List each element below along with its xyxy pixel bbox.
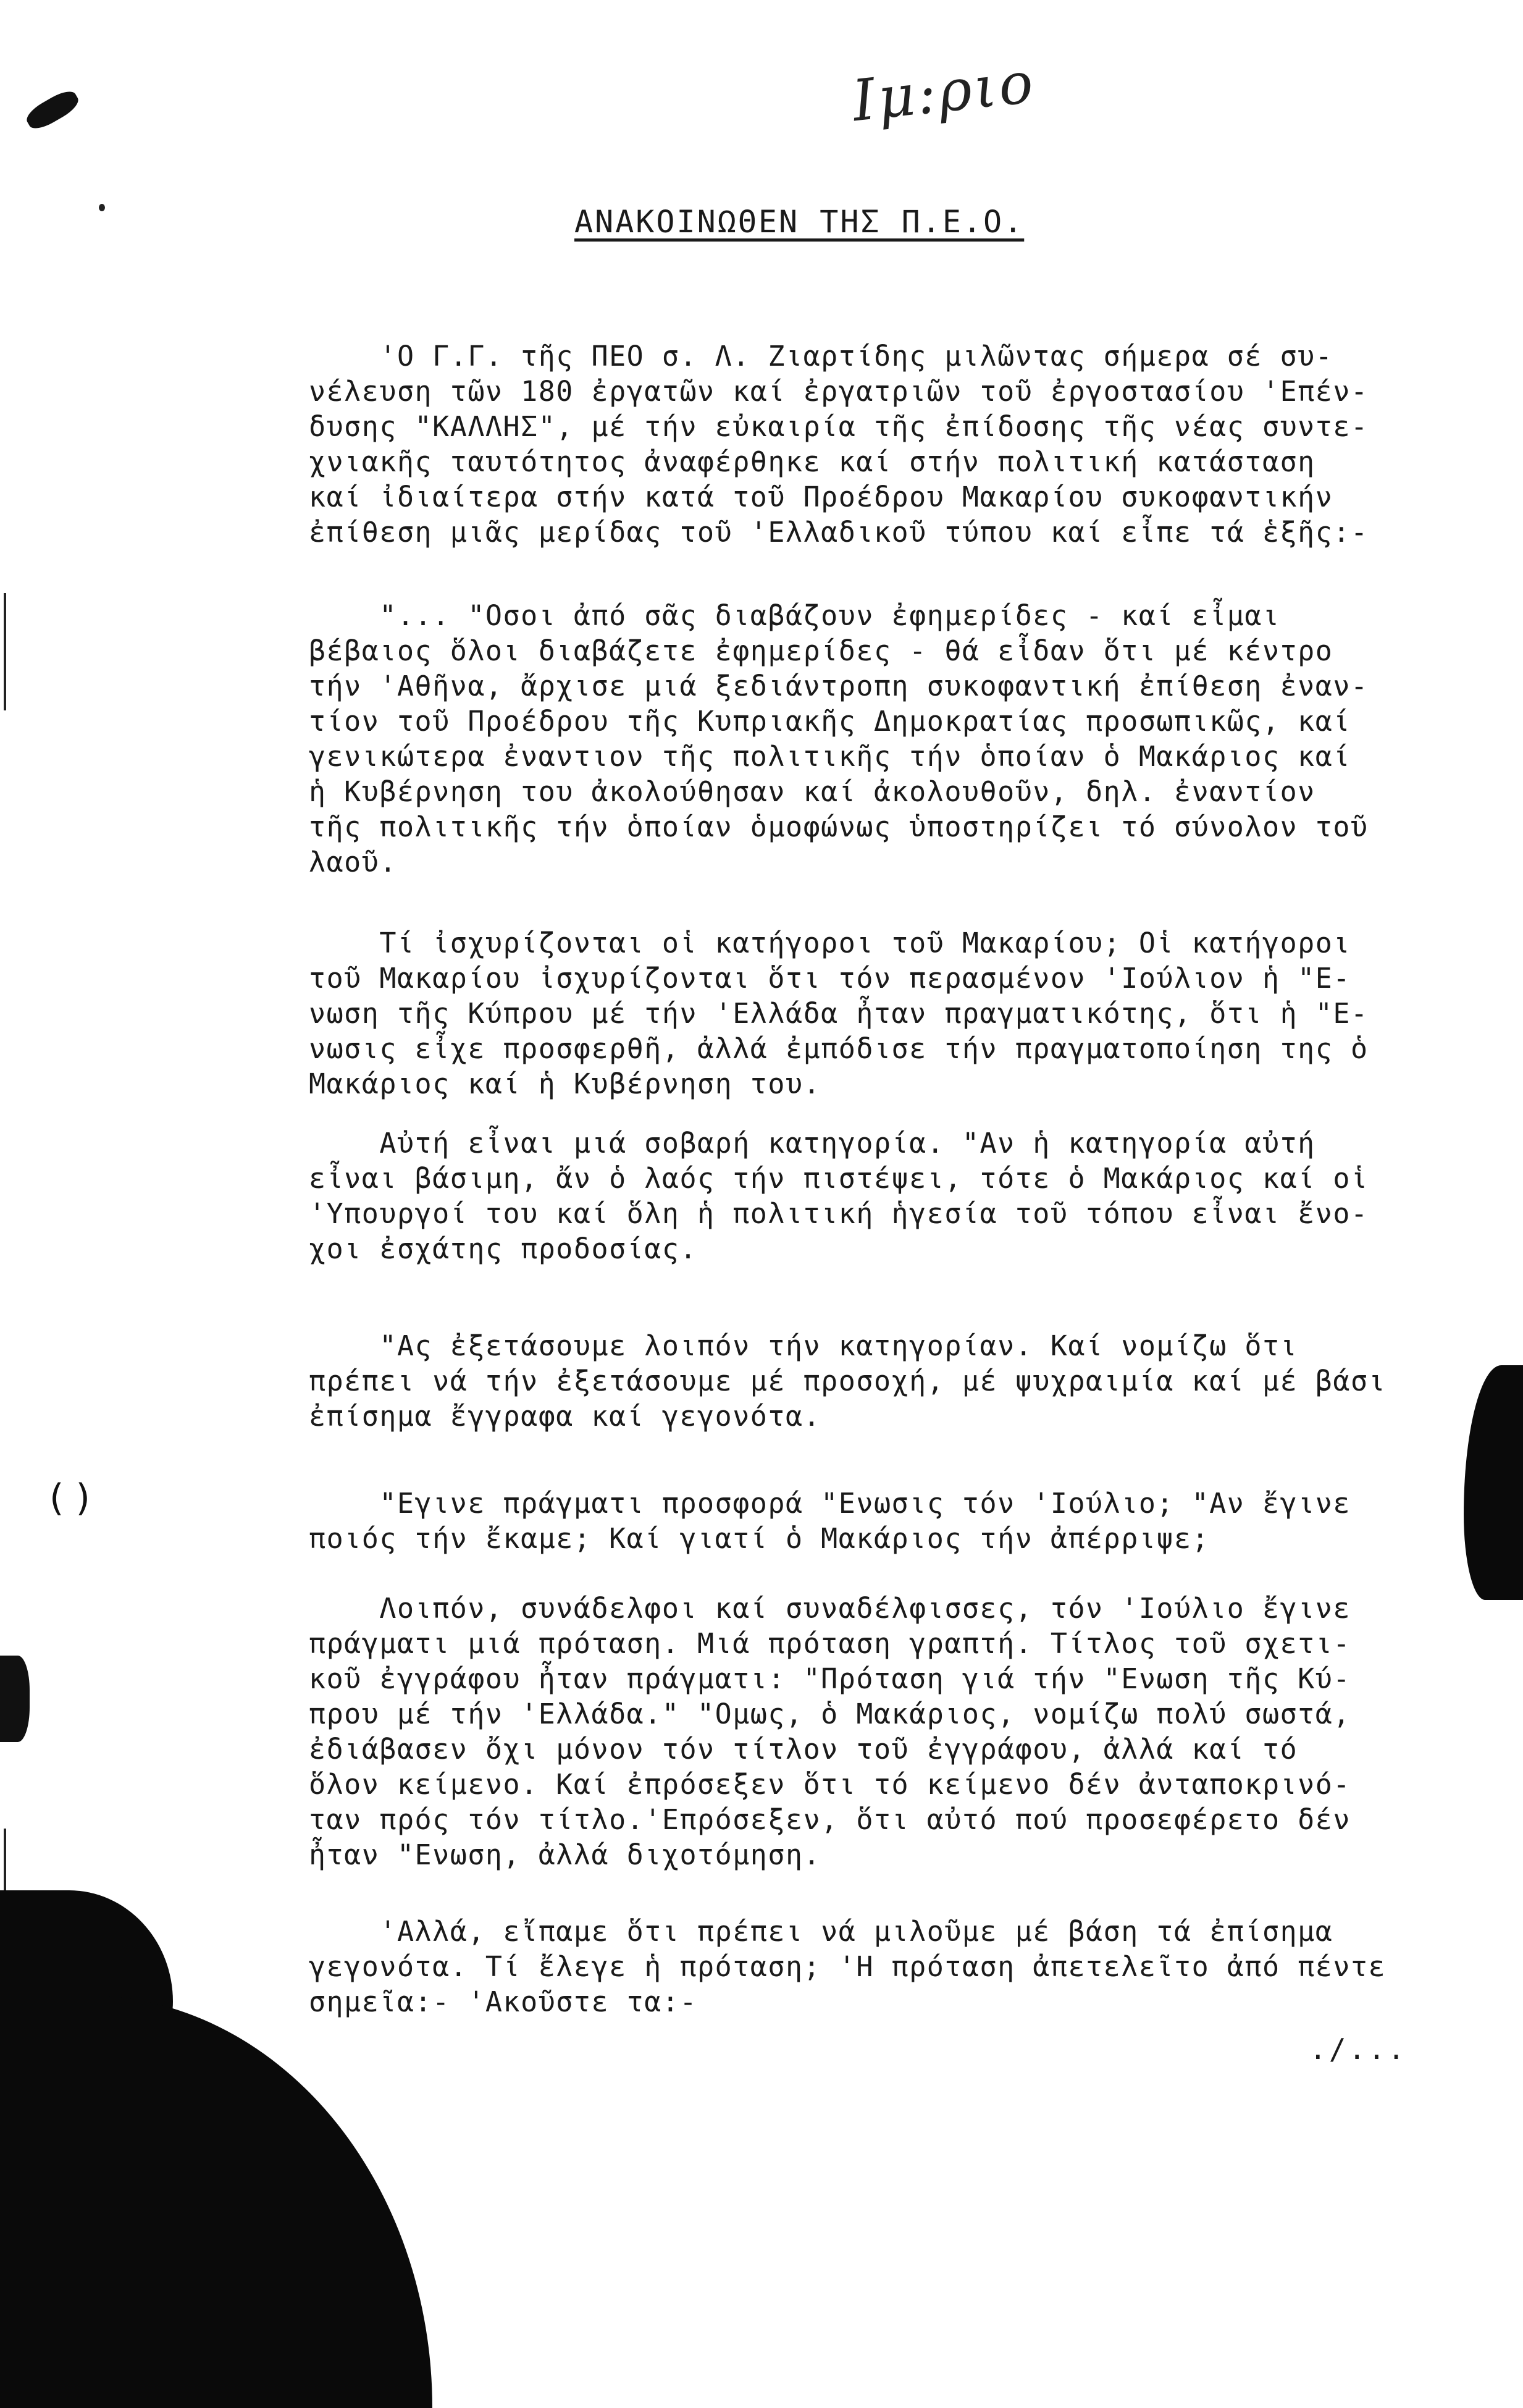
paragraph-7: Λοιπόν, συνάδελφοι καί συναδέλφισσες, τόν 'Ιούλιο ἔγινε πράγματι μιά πρόταση. Μιά πρόταση γραπτή. Τίτλος τοῦ σχετι- κοῦ ἐγγράφου ἦταν πράγματι: "Πρόταση γιά τήν "Ενωση τῆς Κύ- πρου μέ τήν 'Ελλάδα." "Ομως, ὁ Μακάριος, νομίζω πολύ σωστά, ἐδιάβασεν ὄχι μόνον τόν τίτλον τοῦ ἐγγράφου, ἀλλά καί τό ὅλον κείμενο. Καί ἐπρόσεξεν ὅτι τό κείμενο δέν ἀνταποκρινό- ταν πρός τόν τίτλο.'Επρόσεξεν, ὅτι αὐτό πού προσεφέρετο δέν ἦταν "Ενωση, ἀλλά διχοτόμηση. (309, 1592, 1351, 1871)
paragraph-8: 'Αλλά, εἴπαμε ὅτι πρέπει νά μιλοῦμε μέ βάση τά ἐπίσημα γεγονότα. Τί ἔλεγε ἡ πρόταση; 'Η πρόταση ἀπετελεῖτο ἀπό πέντε σημεῖα:- 'Ακοῦστε τα:- (309, 1915, 1387, 2018)
document-title: ΑΝΑΚΟΙΝΩΘΕΝ ΤΗΣ Π.Ε.Ο. (574, 204, 1025, 240)
handwritten-note: Ιμ:ριο (849, 49, 1039, 135)
ink-blot-bottom (0, 1995, 432, 2408)
ink-smudge (23, 86, 82, 133)
paragraph-3: Τί ἰσχυρίζονται οἱ κατήγοροι τοῦ Μακαρίου; Οἱ κατήγοροι τοῦ Μακαρίου ἰσχυρίζονται ὅτι τόν περασμένον 'Ιούλιον ἡ "Ε- νωση τῆς Κύπρου μέ τήν 'Ελλάδα ἦταν πραγματικότης, ὅτι ἡ "Ε- νωσις εἶχε προσφερθῆ, ἀλλά ἐμπόδισε τήν πραγματοποίηση της ὁ Μακάριος καί ἡ Κυβέρνηση του. (309, 927, 1369, 1100)
paragraph-4: Αὐτή εἶναι μιά σοβαρή κατηγορία. "Αν ἡ κατηγορία αὐτή εἶναι βάσιμη, ἄν ὁ λαός τήν πιστέψει, τότε ὁ Μακάριος καί οἱ 'Υπουργοί του καί ὅλη ἡ πολιτική ἡγεσία τοῦ τόπου εἶναι ἔνο- χοι ἐσχάτης προδοσίας. (309, 1127, 1369, 1265)
ink-blot-left (0, 1656, 30, 1742)
paragraph-6: "Εγινε πράγματι προσφορά "Ενωσις τόν 'Ιούλιο; "Αν ἔγινε ποιός τήν ἔκαμε; Καί γιατί ὁ Μακάριος τήν ἀπέρριψε; (309, 1487, 1351, 1555)
continuation-mark: ./... (1309, 2032, 1408, 2066)
ink-dot (99, 204, 105, 211)
paragraph-2: "... "Οσοι ἀπό σᾶς διαβάζουν ἐφημερίδες - καί εἶμαι βέβαιος ὅλοι διαβάζετε ἐφημερίδες - θά εἶδαν ὅτι μέ κέντρο τήν 'Αθῆνα, ἄρχισε μιά ξεδιάντροπη συκοφαντική ἐπίθεση ἐναν- τίον τοῦ Προέδρου τῆς Κυπριακῆς Δημοκρατίας προσωπικῶς, καί γενικώτερα ἐναντιον τῆς πολιτικῆς τήν ὁποίαν ὁ Μακάριος καί ἡ Κυβέρνηση του ἀκολούθησαν καί ἀκολουθοῦν, δηλ. ἐναντίον τῆς πολιτικῆς τήν ὁποίαν ὁμοφώνως ὑποστηρίζει τό σύνολον τοῦ λαοῦ. (309, 599, 1369, 878)
ink-blot-right (1464, 1365, 1523, 1600)
bracket-mark: ( ) (49, 1476, 90, 1520)
paragraph-5: "Ας ἐξετάσουμε λοιπόν τήν κατηγορίαν. Καί νομίζω ὅτι πρέπει νά τήν ἐξετάσουμε μέ προσοχή, μέ ψυχραιμία καί μέ βάσι ἐπίσημα ἔγγραφα καί γεγονότα. (309, 1329, 1387, 1433)
paragraph-1: 'Ο Γ.Γ. τῆς ΠΕΟ σ. Λ. Ζιαρτίδης μιλῶντας σήμερα σέ συ- νέλευση τῶν 180 ἐργατῶν καί ἐργατριῶν τοῦ ἐργοστασίου 'Επέν- δυσης "ΚΑΛΛΗΣ", μέ τήν εὐκαιρία τῆς ἐπίδοσης τῆς νέας συντε- χνιακῆς ταυτότητος ἀναφέρθηκε καί στήν πολιτική κατάσταση καί ἰδιαίτερα στήν κατά τοῦ Προέδρου Μακαρίου συκοφαντικήν ἐπίθεση μιᾶς μερίδας τοῦ 'Ελλαδικοῦ τύπου καί εἶπε τά ἑξῆς:- (309, 340, 1369, 549)
edge-mark (4, 593, 6, 710)
